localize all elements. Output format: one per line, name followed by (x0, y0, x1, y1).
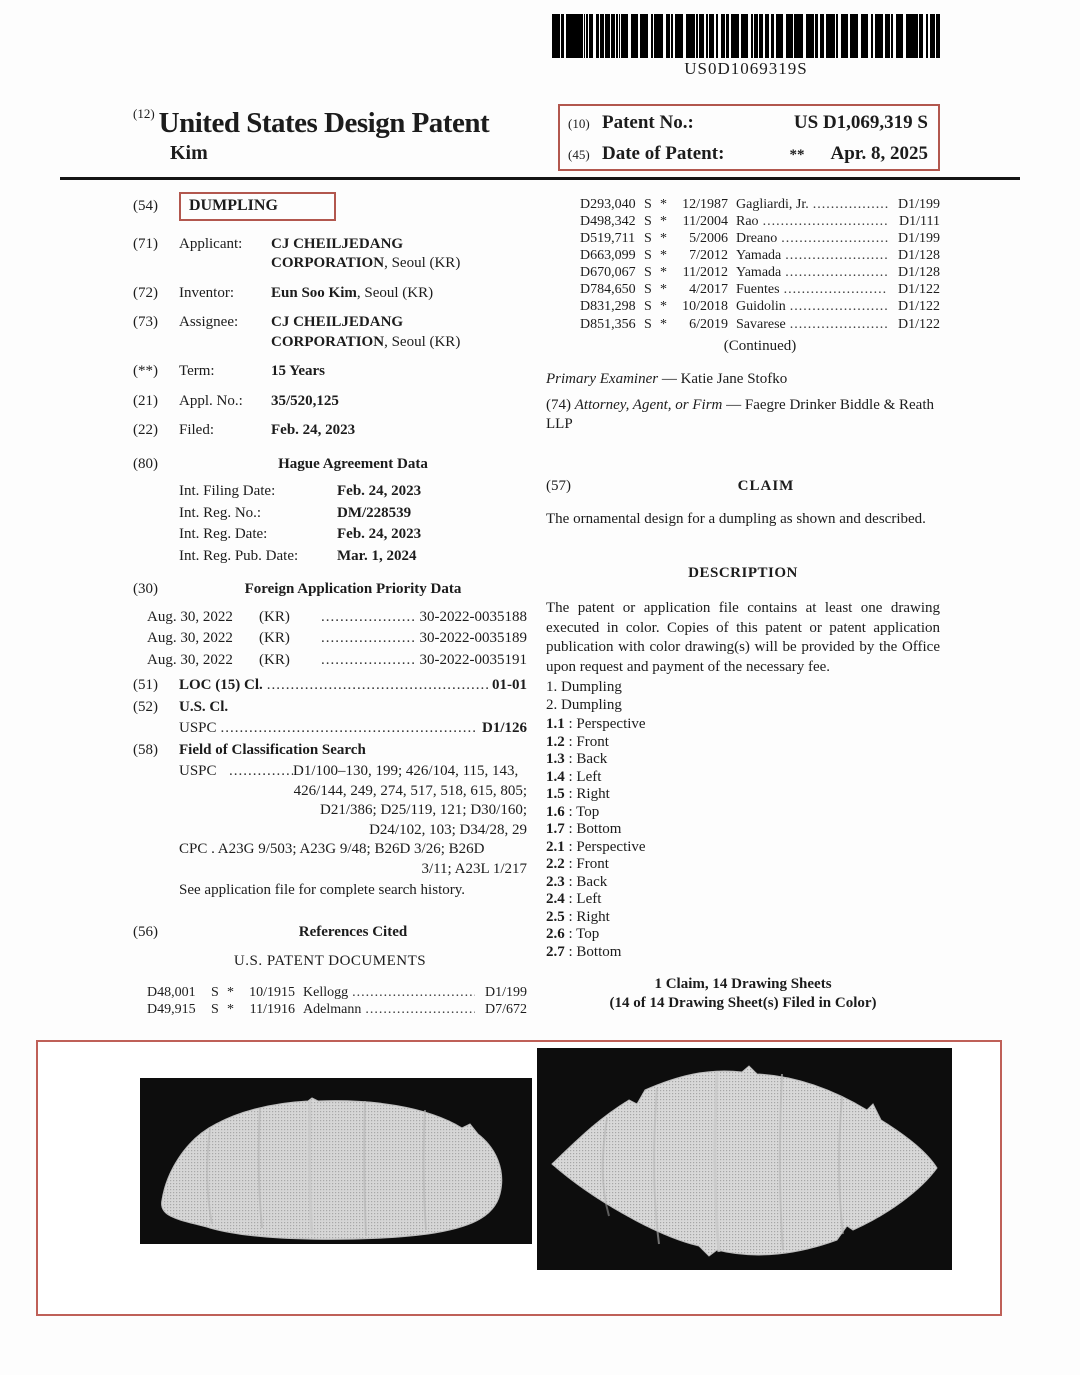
field-72-code: (72) (133, 284, 158, 301)
view-item: 2.6 : Top (546, 926, 600, 943)
priority-rows (133, 608, 527, 671)
dot-leader (267, 676, 488, 696)
figure-left-dumpling-front-photo (140, 1078, 532, 1244)
hague-heading: Hague Agreement Data (278, 455, 428, 472)
us-refs-right (546, 192, 940, 333)
loc-value: 01-01 (492, 677, 527, 694)
field-21-appl-no (133, 392, 527, 412)
view-item: 2.1 : Perspective (546, 838, 646, 855)
barcode-bars-icon (552, 14, 940, 58)
reference-row: D784,650 S * 4/2017 Fuentes ..... D1/122 (580, 281, 940, 298)
field-73-assignee (133, 313, 527, 352)
uspc-row (179, 719, 527, 739)
filed-value: Feb. 24, 2023 (271, 422, 356, 439)
view-item: 1.5 : Right (546, 786, 610, 803)
description-heading: DESCRIPTION (688, 564, 798, 581)
hague-row: Int. Filing Date: Feb. 24, 2023 (179, 483, 422, 500)
assignee-value: CJ CHEILJEDANG CORPORATION, Seoul (KR) (271, 314, 461, 350)
figure-item: 2. Dumpling (546, 696, 622, 713)
search-uspc-line: USPC ..... D1/100–130, 199; 426/104, 115, 143, (179, 762, 527, 782)
field-54-code: (54) (133, 197, 158, 214)
us-patent-docs-heading: U.S. PATENT DOCUMENTS (233, 953, 427, 970)
search-note: See application file for complete search history. (179, 882, 466, 899)
us-refs-left (147, 984, 527, 1018)
left-column (133, 192, 527, 1018)
loc-label: LOC (15) Cl. (179, 677, 263, 694)
hague-row: Int. Reg. Pub. Date: Mar. 1, 2024 (179, 547, 417, 564)
uscl-label: U.S. Cl. (179, 698, 229, 715)
dot-leader (221, 719, 478, 739)
view-item: 2.4 : Left (546, 891, 602, 908)
field-56-refs (133, 923, 527, 943)
search-label: Field of Classification Search (179, 741, 366, 758)
reference-row: D831,298 S * 10/2018 Guidolin ..... D1/122 (580, 298, 940, 315)
view-item: 2.7 : Bottom (546, 943, 622, 960)
field-71-applicant (133, 235, 527, 274)
search-cont-line: D24/102, 103; D34/28, 29 (369, 821, 527, 838)
term-code: (**) (133, 363, 158, 380)
field-30-priority (133, 580, 527, 600)
dot-leader (784, 281, 888, 298)
figure-right-dumpling-top-photo (537, 1048, 952, 1270)
inventor-surname: Kim (170, 142, 208, 164)
dot-leader (352, 984, 475, 1001)
claim-heading: CLAIM (737, 477, 795, 494)
inventor-label: Inventor: (179, 284, 234, 301)
hague-rows (133, 482, 527, 566)
figure-item: 1. Dumpling (546, 679, 622, 696)
uspc-label: USPC (179, 720, 217, 737)
appl-no-value: 35/520,125 (271, 392, 339, 409)
view-item: 2.2 : Front (546, 856, 609, 873)
reference-row: D851,356 S * 6/2019 Savarese ..... D1/122 (580, 316, 940, 333)
priority-row: Aug. 30, 2022 (KR) ..... 30-2022-0035189 (147, 629, 527, 649)
dumpling-top-illustration (537, 1048, 952, 1270)
dumpling-front-illustration (140, 1078, 532, 1244)
reference-row: D49,915 S * 11/1916 Adelmann ..... D7/672 (147, 1001, 527, 1018)
field-52-uscl (133, 698, 527, 718)
patent-number-box (558, 104, 940, 171)
dot-leader (813, 196, 888, 213)
field-51-code: (51) (133, 677, 158, 694)
figures-panel (36, 1040, 1002, 1316)
field-term (133, 362, 527, 382)
uspc-value: D1/126 (482, 720, 527, 737)
description-text: The patent or application file contains at least one drawing executed in color. Copies of this patent or patent application publication with color drawing(s) will be provided by the Office upon request and payment of the necessary fee. (546, 600, 940, 675)
appl-no-label: Appl. No.: (179, 392, 243, 409)
view-item: 2.3 : Back (546, 873, 608, 890)
claim-text: The ornamental design for a dumpling as shown and described. (546, 511, 926, 528)
search-cont-line: D21/386; D25/119, 121; D30/160; (320, 802, 527, 819)
field-72-inventor (133, 284, 527, 304)
barcode (552, 14, 940, 79)
field-21-code: (21) (133, 392, 158, 409)
field-51-loc (133, 676, 527, 696)
field-71-code: (71) (133, 235, 158, 252)
date-value: Apr. 8, 2025 (830, 143, 928, 164)
attorney-line: (74) Attorney, Agent, or Firm — Faegre Drinker Biddle & Reath LLP (546, 396, 935, 433)
patent-no-row (568, 112, 928, 134)
applicant-label: Applicant: (179, 235, 243, 252)
term-value: 15 Years (271, 363, 326, 380)
field-30-code: (30) (133, 581, 158, 598)
view-item: 1.6 : Top (546, 803, 600, 820)
dot-leader (321, 629, 416, 649)
dot-leader (763, 213, 888, 230)
barcode-text: US0D1069319S (684, 59, 808, 78)
header-title-block (133, 106, 563, 165)
field-73-code: (73) (133, 314, 158, 331)
field-56-code: (56) (133, 923, 158, 940)
refs-heading: References Cited (298, 923, 408, 940)
dot-leader (790, 316, 888, 333)
field-80-hague (133, 455, 527, 475)
field-52-code: (52) (133, 698, 158, 715)
primary-examiner-line: Primary Examiner — Katie Jane Stofko (546, 371, 788, 388)
right-column (546, 192, 940, 1013)
priority-row: Aug. 30, 2022 (KR) ..... 30-2022-0035188 (147, 608, 527, 628)
patent-no-label: Patent No.: (602, 112, 694, 133)
dot-leader (785, 264, 888, 281)
patent-no-value: US D1,069,319 S (793, 112, 928, 133)
claim-section-head (546, 477, 940, 497)
field-58-code: (58) (133, 741, 158, 758)
view-item: 1.2 : Front (546, 733, 609, 750)
figure-list (546, 679, 940, 714)
hague-row: Int. Reg. Date: Feb. 24, 2023 (179, 526, 422, 543)
priority-heading: Foreign Application Priority Data (244, 581, 462, 598)
view-list (546, 716, 940, 961)
reference-row: D670,067 S * 11/2012 Yamada ..... D1/128 (580, 264, 940, 281)
reference-row: D519,711 S * 5/2006 Dreano ..... D1/199 (580, 230, 940, 247)
reference-row: D498,342 S * 11/2004 Rao ..... D1/111 (580, 213, 940, 230)
reference-row: D293,040 S * 12/1987 Gagliardi, Jr. ..... D1/199 (580, 196, 940, 213)
code-45: (45) (568, 147, 590, 162)
filed-label: Filed: (179, 422, 215, 439)
priority-row: Aug. 30, 2022 (KR) ..... 30-2022-0035191 (147, 651, 527, 671)
date-of-patent-row (568, 143, 928, 165)
search-cont-line: 426/144, 249, 274, 517, 518, 615, 805; (293, 782, 527, 799)
term-label: Term: (179, 363, 215, 380)
field-22-filed (133, 421, 527, 441)
dot-leader (321, 608, 416, 628)
dot-leader (229, 762, 293, 782)
page-title: United States Design Patent (158, 107, 490, 139)
view-item: 1.4 : Left (546, 768, 602, 785)
search-cpc-line: CPC . A23G 9/503; A23G 9/48; B26D 3/26; B26D (179, 841, 485, 858)
search-cpc-cont: 3/11; A23L 1/217 (421, 860, 527, 877)
dot-leader (785, 247, 888, 264)
hague-row: Int. Reg. No.: DM/228539 (179, 504, 412, 521)
inventor-value: Eun Soo Kim, Seoul (KR) (271, 284, 434, 301)
reference-row: D48,001 S * 10/1915 Kellogg ..... D1/199 (147, 984, 527, 1001)
assignee-label: Assignee: (179, 314, 239, 331)
dot-leader (321, 651, 416, 671)
dot-leader (790, 298, 888, 315)
header-divider (60, 177, 1020, 180)
dot-leader (781, 230, 888, 247)
date-label: Date of Patent: (602, 143, 725, 164)
view-item: 1.3 : Back (546, 751, 608, 768)
field-54-title (133, 192, 527, 221)
field-80-code: (80) (133, 455, 158, 472)
kind-code-12: (12) (133, 106, 155, 121)
continued-note: (Continued) (723, 337, 797, 354)
reference-row: D663,099 S * 7/2012 Yamada ..... D1/128 (580, 247, 940, 264)
search-uspc-cont (133, 782, 527, 841)
view-item: 2.5 : Right (546, 908, 610, 925)
design-title: DUMPLING (179, 192, 336, 221)
applicant-value: CJ CHEILJEDANG CORPORATION, Seoul (KR) (271, 235, 461, 272)
sheets-summary: 1 Claim, 14 Drawing Sheets (14 of 14 Drawing Sheet(s) Filed in Color) (609, 976, 877, 1011)
field-58-search (133, 741, 527, 761)
field-22-code: (22) (133, 422, 158, 439)
dot-leader (365, 1001, 475, 1018)
view-item: 1.1 : Perspective (546, 716, 646, 733)
code-10: (10) (568, 116, 590, 131)
term-asterisks: ** (789, 147, 805, 163)
field-57-code: (57) (546, 477, 571, 494)
view-item: 1.7 : Bottom (546, 821, 622, 838)
